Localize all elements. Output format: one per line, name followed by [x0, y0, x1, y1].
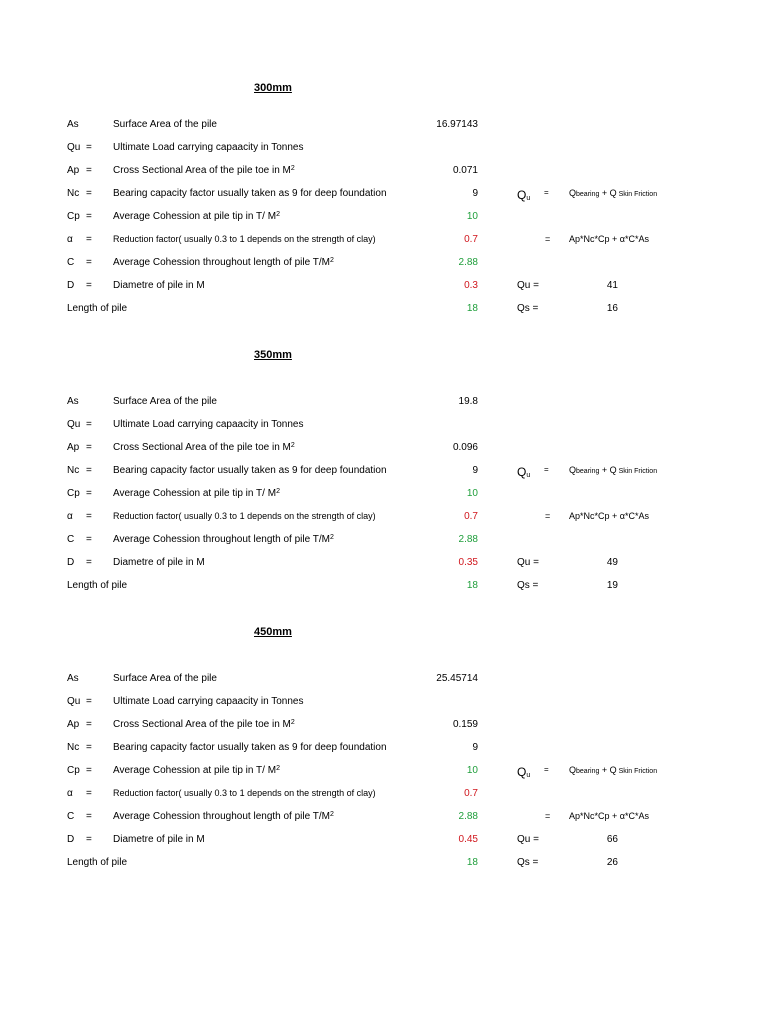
desc-cp-text: Average Cohession at pile tip in T/ M: [113, 211, 277, 222]
equals: =: [86, 419, 92, 430]
formula-equals: =: [545, 234, 551, 244]
row-as: [0, 673, 768, 687]
superscript: 2: [276, 488, 280, 495]
row-nc: [0, 742, 768, 756]
symbol-c: C: [67, 257, 75, 268]
equals: =: [86, 788, 92, 799]
value-cp: 10: [466, 765, 478, 776]
desc-ap: [113, 719, 295, 730]
desc-as: Surface Area of the pile: [113, 673, 217, 684]
equals: =: [86, 488, 92, 499]
equals: =: [86, 811, 92, 822]
qu-equals: =: [544, 765, 549, 774]
qs-result-label: Qs =: [517, 857, 539, 868]
row-c: [0, 534, 768, 548]
symbol-qu: Qu: [67, 696, 81, 707]
qu-letter: Q: [517, 765, 527, 779]
pile-section-450: [0, 626, 768, 896]
desc-c: [113, 534, 334, 545]
length-label: Length of pile: [67, 580, 128, 591]
value-alpha: 0.7: [464, 234, 478, 245]
symbol-c: C: [67, 811, 75, 822]
symbol-alpha: α: [67, 788, 73, 799]
value-nc: 9: [472, 742, 478, 753]
value-nc: 9: [472, 465, 478, 476]
desc-as: Surface Area of the pile: [113, 396, 217, 407]
row-nc: [0, 465, 768, 479]
symbol-alpha: α: [67, 511, 73, 522]
qu-equals: =: [544, 188, 549, 197]
symbol-d: D: [67, 557, 75, 568]
equals: =: [86, 511, 92, 522]
bearing-sub: bearing: [576, 768, 600, 775]
bearing-sub: bearing: [576, 468, 600, 475]
qu-sub: u: [526, 772, 531, 779]
symbol-ap: Ap: [67, 719, 80, 730]
symbol-ap: Ap: [67, 442, 80, 453]
value-d: 0.3: [464, 280, 478, 291]
row-c: [0, 257, 768, 271]
qu-result-label: Qu =: [517, 280, 539, 291]
qs-result-value: 26: [606, 857, 618, 868]
symbol-ap: Ap: [67, 165, 80, 176]
row-as: [0, 396, 768, 410]
equals: =: [86, 557, 92, 568]
desc-alpha: Reduction factor( usually 0.3 to 1 depends on the strength of clay): [113, 511, 376, 521]
row-d: [0, 834, 768, 848]
value-as: 19.8: [458, 396, 478, 407]
equals: =: [86, 234, 92, 245]
section-title: 300mm: [254, 82, 292, 94]
desc-ap-text: Cross Sectional Area of the pile toe in M: [113, 719, 291, 730]
row-cp: [0, 488, 768, 502]
length-label: Length of pile: [67, 857, 128, 868]
qu-result-value: 41: [606, 280, 618, 291]
equals: =: [86, 165, 92, 176]
section-title: 450mm: [254, 626, 292, 638]
qu-result-value: 66: [606, 834, 618, 845]
symbol-as: As: [67, 673, 79, 684]
qs-result-value: 16: [606, 303, 618, 314]
value-alpha: 0.7: [464, 788, 478, 799]
superscript: 2: [290, 442, 295, 449]
plus-q: + Q: [599, 465, 617, 475]
desc-qu: Ultimate Load carrying capaacity in Tonnes: [113, 696, 304, 707]
desc-cp-text: Average Cohession at pile tip in T/ M: [113, 765, 277, 776]
desc-c: [113, 811, 334, 822]
formula-equals: =: [545, 511, 551, 521]
equals: =: [86, 257, 92, 268]
desc-nc: Bearing capacity factor usually taken as 9 for deep foundation: [113, 188, 387, 199]
value-d: 0.45: [458, 834, 478, 845]
section-title: 350mm: [254, 349, 292, 361]
symbol-cp: Cp: [67, 765, 80, 776]
value-as: 25.45714: [436, 673, 478, 684]
equals: =: [86, 442, 92, 453]
qu-result-label: Qu =: [517, 834, 539, 845]
desc-ap: [113, 442, 295, 453]
superscript: 2: [276, 211, 280, 218]
superscript: 2: [290, 719, 295, 726]
equals: =: [86, 765, 92, 776]
row-qu: [0, 142, 768, 156]
symbol-nc: Nc: [67, 188, 80, 199]
equals: =: [86, 696, 92, 707]
value-ap: 0.159: [452, 719, 478, 730]
formula-equals: =: [545, 811, 551, 821]
symbol-alpha: α: [67, 234, 73, 245]
equals: =: [86, 142, 92, 153]
symbol-d: D: [67, 280, 75, 291]
row-alpha: [0, 234, 768, 248]
qu-sub: u: [526, 472, 531, 479]
value-cp: 10: [466, 211, 478, 222]
qu-bearing-formula: Qbearing + Q Skin Friction: [569, 188, 658, 198]
desc-cp: [113, 211, 280, 222]
qu-equals: =: [544, 465, 549, 474]
row-ap: [0, 719, 768, 733]
plus-q: + Q: [599, 188, 617, 198]
qu-label: [517, 188, 530, 202]
symbol-d: D: [67, 834, 75, 845]
desc-c-text: Average Cohession throughout length of pile T/M: [113, 257, 330, 268]
qu-bearing-formula: Qbearing + Q Skin Friction: [569, 465, 658, 475]
desc-ap: [113, 165, 295, 176]
qu-label: [517, 765, 530, 779]
skin-formula: Ap*Nc*Cp + α*C*As: [569, 234, 649, 244]
row-ap: [0, 442, 768, 456]
equals: =: [86, 211, 92, 222]
desc-qu: Ultimate Load carrying capaacity in Tonnes: [113, 142, 304, 153]
desc-as: Surface Area of the pile: [113, 119, 217, 130]
qs-result-value: 19: [606, 580, 618, 591]
row-c: [0, 811, 768, 825]
skin-formula: Ap*Nc*Cp + α*C*As: [569, 811, 649, 821]
superscript: 2: [290, 165, 295, 172]
value-nc: 9: [472, 188, 478, 199]
equals: =: [86, 280, 92, 291]
superscript: 2: [330, 257, 334, 264]
equals: =: [86, 719, 92, 730]
desc-nc: Bearing capacity factor usually taken as 9 for deep foundation: [113, 465, 387, 476]
desc-ap-text: Cross Sectional Area of the pile toe in M: [113, 442, 291, 453]
equals: =: [86, 465, 92, 476]
symbol-c: C: [67, 534, 75, 545]
equals: =: [86, 742, 92, 753]
pile-section-350: [0, 349, 768, 619]
equals: =: [86, 534, 92, 545]
value-ap: 0.071: [452, 165, 478, 176]
row-d: [0, 557, 768, 571]
qu-result-value: 49: [606, 557, 618, 568]
qs-result-label: Qs =: [517, 303, 539, 314]
row-length: [0, 303, 768, 317]
desc-nc: Bearing capacity factor usually taken as 9 for deep foundation: [113, 742, 387, 753]
qu-label: [517, 465, 530, 479]
value-ap: 0.096: [452, 442, 478, 453]
desc-d: Diametre of pile in M: [113, 834, 205, 845]
value-length: 18: [466, 580, 478, 591]
desc-qu: Ultimate Load carrying capaacity in Tonnes: [113, 419, 304, 430]
skin-sub: Skin Friction: [616, 768, 658, 775]
skin-sub: Skin Friction: [616, 191, 658, 198]
qu-bearing-formula: Qbearing + Q Skin Friction: [569, 765, 658, 775]
desc-cp: [113, 488, 280, 499]
equals: =: [86, 834, 92, 845]
row-alpha: [0, 511, 768, 525]
desc-ap-text: Cross Sectional Area of the pile toe in M: [113, 165, 291, 176]
value-cp: 10: [466, 488, 478, 499]
row-nc: [0, 188, 768, 202]
symbol-cp: Cp: [67, 488, 80, 499]
qu-sub: u: [526, 195, 531, 202]
row-alpha: [0, 788, 768, 802]
row-ap: [0, 165, 768, 179]
desc-alpha: Reduction factor( usually 0.3 to 1 depends on the strength of clay): [113, 234, 376, 244]
length-label: Length of pile: [67, 303, 128, 314]
superscript: 2: [330, 534, 334, 541]
row-length: [0, 580, 768, 594]
value-c: 2.88: [458, 534, 478, 545]
value-c: 2.88: [458, 257, 478, 268]
symbol-as: As: [67, 396, 79, 407]
plus-q: + Q: [599, 765, 617, 775]
desc-c-text: Average Cohession throughout length of pile T/M: [113, 534, 330, 545]
qu-letter: Q: [517, 188, 527, 202]
skin-sub: Skin Friction: [616, 468, 658, 475]
superscript: 2: [330, 811, 334, 818]
value-d: 0.35: [458, 557, 478, 568]
desc-c: [113, 257, 334, 268]
desc-d: Diametre of pile in M: [113, 280, 205, 291]
symbol-as: As: [67, 119, 79, 130]
qu-letter: Q: [517, 465, 527, 479]
desc-alpha: Reduction factor( usually 0.3 to 1 depends on the strength of clay): [113, 788, 376, 798]
bearing-sub: bearing: [576, 191, 600, 198]
desc-cp-text: Average Cohession at pile tip in T/ M: [113, 488, 277, 499]
row-length: [0, 857, 768, 871]
value-as: 16.97143: [436, 119, 478, 130]
row-cp: [0, 765, 768, 779]
desc-c-text: Average Cohession throughout length of pile T/M: [113, 811, 330, 822]
row-cp: [0, 211, 768, 225]
equals: =: [86, 188, 92, 199]
value-alpha: 0.7: [464, 511, 478, 522]
superscript: 2: [276, 765, 280, 772]
symbol-cp: Cp: [67, 211, 80, 222]
pile-section-300: [0, 82, 768, 352]
value-c: 2.88: [458, 811, 478, 822]
skin-formula: Ap*Nc*Cp + α*C*As: [569, 511, 649, 521]
row-qu: [0, 696, 768, 710]
row-d: [0, 280, 768, 294]
symbol-nc: Nc: [67, 742, 80, 753]
qs-result-label: Qs =: [517, 580, 539, 591]
row-as: [0, 119, 768, 133]
desc-cp: [113, 765, 280, 776]
value-length: 18: [466, 857, 478, 868]
value-length: 18: [466, 303, 478, 314]
symbol-nc: Nc: [67, 465, 80, 476]
qu-result-label: Qu =: [517, 557, 539, 568]
symbol-qu: Qu: [67, 419, 81, 430]
desc-d: Diametre of pile in M: [113, 557, 205, 568]
row-qu: [0, 419, 768, 433]
symbol-qu: Qu: [67, 142, 81, 153]
